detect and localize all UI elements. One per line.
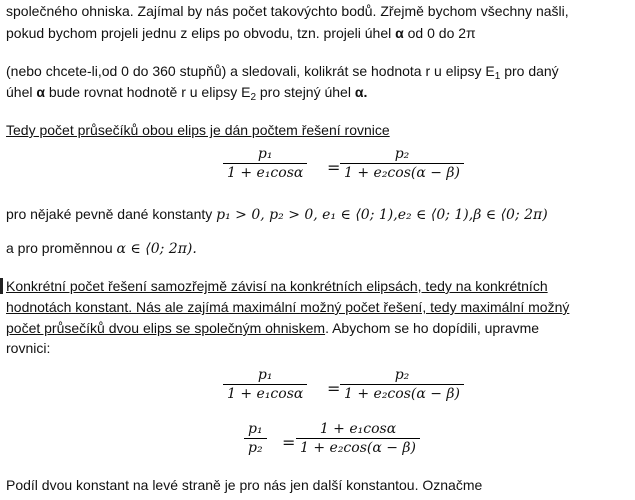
- text-line: rovnici:: [6, 340, 51, 356]
- numerator: p₂: [394, 146, 410, 162]
- subscript: 2: [250, 92, 256, 103]
- fraction-right: [340, 366, 464, 403]
- math-inline: α ∈ ⟨0; 2π).: [116, 241, 197, 257]
- equals-sign: =: [327, 379, 341, 398]
- text-line: [6, 83, 367, 107]
- text-span: pro daný: [504, 63, 559, 79]
- denominator: 1 + e₂cos(α − β): [300, 440, 416, 456]
- alpha-symbol: α: [36, 84, 45, 100]
- text-line: Podíl dvou konstant na levé straně je pro nás jen další konstantou. Označme: [6, 477, 483, 493]
- alpha-symbol: α.: [354, 84, 368, 100]
- denominator: 1 + e₁cosα: [227, 386, 304, 402]
- text-line: společného ohniska. Zajímal by nás počet takovýchto bodů. Zřejmě bychom všechny našli,: [6, 3, 569, 19]
- text-span: . Abychom se ho dopídili, upravme: [325, 320, 540, 336]
- numerator: p₂: [394, 367, 410, 383]
- text-line: [6, 24, 476, 42]
- equals-sign: =: [282, 433, 296, 452]
- numerator: p₁: [257, 367, 273, 383]
- fraction-right: [296, 420, 420, 457]
- fraction-right: [340, 145, 464, 182]
- text-line: hodnotách konstant. Nás ale zajímá maximální možný počet řešení, tedy maximální možný: [6, 299, 570, 315]
- text-span: od 0 do 2π: [407, 25, 476, 41]
- fraction-left: [223, 366, 307, 403]
- numerator: p₁: [248, 421, 263, 437]
- denominator: p₂: [248, 440, 263, 456]
- text-line: [6, 319, 539, 337]
- denominator: 1 + e₂cos(α − β): [344, 386, 460, 402]
- numerator: 1 + e₁cosα: [319, 421, 397, 437]
- text-span: počet průsečíků dvou elips se společným ohniskem: [6, 320, 326, 336]
- text-line: [6, 205, 548, 224]
- text-span: pro stejný úhel: [259, 84, 351, 100]
- section-heading: Tedy počet průsečíků obou elips je dán počtem řešení rovnice: [6, 122, 390, 138]
- alpha-symbol: α: [395, 25, 404, 41]
- text-span: (nebo chcete-li,od 0 do 360 stupňů) a sledovali, kolikrát se hodnota r u elipsy E: [6, 63, 495, 79]
- text-span: pokud bychom projeli jednu z elips po obvodu, tzn. projeli úhel: [6, 25, 392, 41]
- subscript: 1: [494, 71, 501, 82]
- equals-sign: =: [327, 158, 341, 177]
- text-span: a pro proměnnou: [6, 240, 113, 256]
- denominator: 1 + e₁cosα: [227, 165, 304, 181]
- fraction-left: [223, 145, 307, 182]
- denominator: 1 + e₂cos(α − β): [344, 165, 460, 181]
- text-line: [6, 239, 197, 258]
- text-span: bude rovnat hodnotě r u elipsy E: [48, 84, 251, 100]
- text-span: úhel: [6, 84, 33, 100]
- text-span: pro nějaké pevně dané konstanty: [6, 206, 213, 222]
- numerator: p₁: [257, 146, 273, 162]
- margin-marker: [0, 278, 3, 294]
- text-line: Konkrétní počet řešení samozřejmě závisí na konkrétních elipsách, tedy na konkrétních: [6, 278, 548, 294]
- math-inline: p₁ > 0, p₂ > 0, e₁ ∈ ⟨0; 1),e₂ ∈ ⟨0; 1),β ∈ ⟨0; 2π): [216, 207, 548, 223]
- fraction-left: [244, 420, 267, 457]
